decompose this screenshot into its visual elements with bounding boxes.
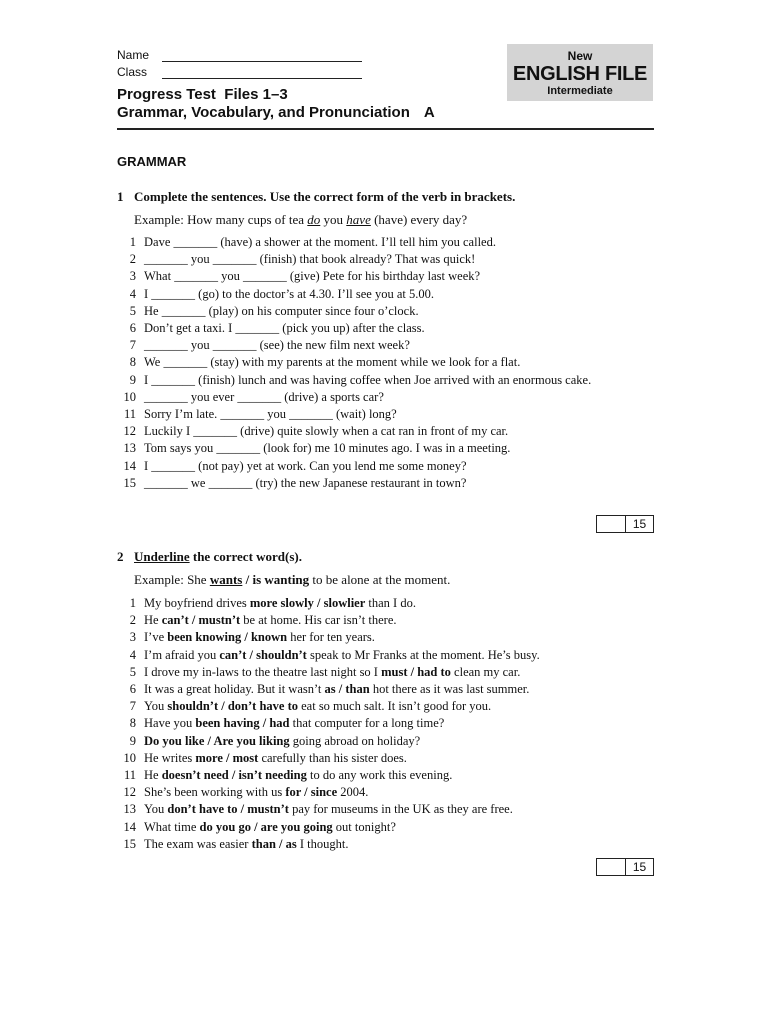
exercise-2-number: 2 <box>117 549 124 564</box>
item-sentence <box>144 819 637 836</box>
item-choice[interactable]: doesn’t need / isn’t needing <box>161 768 307 783</box>
item-sentence <box>144 681 637 698</box>
item-text-before: He <box>144 613 162 628</box>
item-sentence <box>144 698 637 715</box>
item-number: 14 <box>123 819 136 834</box>
item-number: 3 <box>129 630 136 645</box>
item-text-after: that computer for a long time? <box>289 716 445 731</box>
list-item <box>117 595 637 612</box>
item-text-after: carefully than his sister does. <box>258 750 407 765</box>
header-divider <box>117 128 654 130</box>
example-answer-1: do <box>307 212 321 227</box>
item-sentence[interactable]: I _______ (finish) lunch and was having coffee when Joe arrived with an enormous cake. <box>144 372 592 387</box>
item-sentence <box>144 801 637 818</box>
list-item <box>117 303 637 320</box>
title-test: Progress Test <box>117 86 216 103</box>
item-number: 12 <box>123 785 136 800</box>
item-text-before: He <box>144 768 162 783</box>
item-number: 14 <box>123 458 136 473</box>
exercise-1-number: 1 <box>117 189 124 204</box>
example-option: / is wanting <box>242 572 310 587</box>
item-number: 12 <box>123 424 136 439</box>
item-text-after: I thought. <box>296 836 349 851</box>
title-line-1 <box>117 86 435 104</box>
item-text-after: out tonight? <box>332 819 396 834</box>
exercise-2-score-box <box>596 858 654 876</box>
exercise-1-instruction-text: Complete the sentences. Use the correct form of the verb in brackets. <box>134 189 516 204</box>
example-text: you <box>320 212 347 227</box>
item-number: 5 <box>129 664 136 679</box>
item-text-after: than I do. <box>365 596 416 610</box>
class-field[interactable] <box>162 66 362 79</box>
item-choice[interactable]: more slowly / slowlier <box>249 596 366 610</box>
exercise-2-score-total: 15 <box>632 860 647 874</box>
item-choice[interactable]: more / most <box>195 750 259 765</box>
item-number: 13 <box>123 802 136 817</box>
example-text: (have) every day? <box>370 212 468 227</box>
item-choice[interactable]: can’t / shouldn’t <box>219 647 307 662</box>
exercise-2-instruction-underline: Underline <box>134 549 190 564</box>
list-item <box>117 475 637 492</box>
item-text-before: He writes <box>144 750 196 765</box>
class-field-row <box>117 62 362 79</box>
title-subject: Grammar, Vocabulary, and Pronunciation <box>117 104 410 121</box>
item-choice[interactable]: can’t / mustn’t <box>161 613 241 628</box>
item-text-before: You <box>144 802 168 817</box>
name-field-row <box>117 45 362 62</box>
list-item <box>117 715 637 732</box>
item-text-before: It was a great holiday. But it wasn’t <box>144 682 325 697</box>
list-item <box>117 629 637 646</box>
list-item <box>117 372 637 389</box>
name-field[interactable] <box>162 49 362 62</box>
item-text-after: pay for museums in the UK as they are free. <box>288 802 513 817</box>
list-item <box>117 440 637 457</box>
item-sentence[interactable]: What _______ you _______ (give) Pete for his birthday last week? <box>144 269 481 284</box>
exercise-2-instruction-text: the correct word(s). <box>189 549 303 564</box>
item-text-before: I’ve <box>144 630 168 645</box>
item-choice[interactable]: Do you like / Are you liking <box>144 733 290 748</box>
item-choice[interactable]: shouldn’t / don’t have to <box>167 699 298 714</box>
item-number: 3 <box>129 269 136 284</box>
item-number: 11 <box>123 407 136 422</box>
list-item <box>117 801 637 818</box>
list-item <box>117 458 637 475</box>
item-number: 10 <box>123 389 136 404</box>
item-sentence[interactable]: I _______ (not pay) yet at work. Can you lend me some money? <box>144 458 467 473</box>
item-number: 4 <box>129 647 136 662</box>
list-item <box>117 750 637 767</box>
list-item <box>117 836 637 853</box>
list-item <box>117 234 637 251</box>
item-choice[interactable]: than / as <box>251 836 297 851</box>
item-number: 2 <box>129 252 136 267</box>
exercise-1-instruction <box>117 189 515 205</box>
exercise-2-items <box>117 595 637 853</box>
item-text-before: I’m afraid you <box>144 647 220 662</box>
example-text: to be alone at the moment. <box>309 572 451 587</box>
item-number: 7 <box>129 699 136 714</box>
item-choice[interactable]: been having / had <box>195 716 290 731</box>
item-number: 9 <box>129 372 136 387</box>
item-text-after: going abroad on holiday? <box>289 733 421 748</box>
item-sentence <box>144 664 637 681</box>
item-number: 15 <box>123 836 136 851</box>
list-item <box>117 354 637 371</box>
item-text-after: to do any work this evening. <box>306 768 453 783</box>
item-text-before: Have you <box>144 716 196 731</box>
item-sentence[interactable]: Tom says you _______ (look for) me 10 minutes ago. I was in a meeting. <box>144 441 511 456</box>
logo-main: ENGLISH FILE <box>512 63 648 85</box>
item-number: 9 <box>129 733 136 748</box>
item-number: 1 <box>129 596 136 610</box>
item-number: 6 <box>129 321 136 336</box>
item-sentence[interactable]: We _______ (stay) with my parents at the moment while we look for a flat. <box>144 355 521 370</box>
item-number: 15 <box>123 475 136 490</box>
list-item <box>117 681 637 698</box>
item-number: 1 <box>129 235 136 249</box>
title-version: A <box>423 104 435 121</box>
page-title <box>117 86 435 122</box>
logo-new: New <box>567 49 593 63</box>
item-text-after: her for ten years. <box>287 630 375 645</box>
item-sentence <box>144 647 637 664</box>
exercise-1-example <box>134 212 467 228</box>
example-text: Example: How many cups of tea <box>134 212 308 227</box>
item-number: 8 <box>129 355 136 370</box>
item-sentence[interactable]: Dave _______ (have) a shower at the moment. I’ll tell him you called. <box>144 235 496 249</box>
item-choice[interactable]: don’t have to / mustn’t <box>167 802 289 817</box>
item-sentence[interactable]: _______ we _______ (try) the new Japanese restaurant in town? <box>144 475 467 490</box>
item-text-after: speak to Mr Franks at the moment. He’s busy. <box>306 647 540 662</box>
item-sentence[interactable]: _______ you _______ (see) the new film next week? <box>144 338 410 353</box>
item-text-after: clean my car. <box>450 664 521 679</box>
list-item <box>117 612 637 629</box>
list-item <box>117 784 637 801</box>
item-text-before: I drove my in-laws to the theatre last night so I <box>144 664 382 679</box>
list-item <box>117 406 637 423</box>
list-item <box>117 733 637 750</box>
item-sentence <box>144 715 637 732</box>
item-sentence <box>144 612 637 629</box>
exercise-1-score-box <box>596 515 654 533</box>
title-files: Files 1–3 <box>224 86 288 103</box>
item-number: 5 <box>129 303 136 318</box>
exercise-2-instruction <box>117 549 302 565</box>
item-text-after: hot there as it was last summer. <box>369 682 530 697</box>
item-sentence <box>144 784 637 801</box>
item-text-after: 2004. <box>337 785 369 800</box>
list-item <box>117 268 637 285</box>
section-heading: GRAMMAR <box>117 154 187 169</box>
exercise-1-score-total: 15 <box>632 517 647 531</box>
item-sentence <box>144 733 637 750</box>
item-sentence[interactable]: He _______ (play) on his computer since four o’clock. <box>144 303 419 318</box>
item-number: 2 <box>129 613 136 628</box>
student-info <box>117 45 362 79</box>
list-item <box>117 698 637 715</box>
item-number: 8 <box>129 716 136 731</box>
list-item <box>117 423 637 440</box>
exercise-1-items <box>117 234 637 492</box>
item-number: 6 <box>129 682 136 697</box>
item-choice[interactable]: must / had to <box>381 664 451 679</box>
list-item <box>117 647 637 664</box>
item-number: 13 <box>123 441 136 456</box>
logo-sub: Intermediate <box>547 85 613 97</box>
item-sentence <box>144 750 637 767</box>
list-item <box>117 337 637 354</box>
name-label: Name <box>117 48 150 62</box>
example-answer: wants <box>209 572 243 587</box>
item-text-after: eat so much salt. It isn’t good for you. <box>298 699 492 714</box>
item-text-after: be at home. His car isn’t there. <box>240 613 397 628</box>
item-choice[interactable]: for / since <box>285 785 338 800</box>
item-sentence <box>144 595 637 612</box>
list-item <box>117 320 637 337</box>
list-item <box>117 286 637 303</box>
item-choice[interactable]: as / than <box>324 682 370 697</box>
list-item <box>117 664 637 681</box>
example-answer-2: have <box>346 212 371 227</box>
item-text-before: She’s been working with us <box>144 785 286 800</box>
item-sentence[interactable]: _______ you _______ (finish) that book already? That was quick! <box>144 252 476 267</box>
exercise-2-score-input[interactable] <box>597 859 626 875</box>
item-sentence[interactable]: Sorry I’m late. _______ you _______ (wait) long? <box>144 407 397 422</box>
exercise-1-score-input[interactable] <box>597 516 626 532</box>
item-sentence[interactable]: _______ you ever _______ (drive) a sports car? <box>144 389 384 404</box>
item-sentence <box>144 767 637 784</box>
item-sentence[interactable]: Don’t get a taxi. I _______ (pick you up) after the class. <box>144 321 425 336</box>
english-file-logo <box>507 44 653 101</box>
list-item <box>117 767 637 784</box>
item-sentence <box>144 629 637 646</box>
exercise-2-example <box>134 572 450 588</box>
list-item <box>117 251 637 268</box>
title-line-2 <box>117 104 435 122</box>
item-text-before: You <box>144 699 168 714</box>
class-label: Class <box>117 65 148 79</box>
example-text: Example: She <box>134 572 210 587</box>
item-text-before: My boyfriend drives <box>144 596 250 610</box>
item-number: 7 <box>129 338 136 353</box>
item-number: 11 <box>123 768 136 783</box>
item-number: 4 <box>129 286 136 301</box>
item-sentence[interactable]: I _______ (go) to the doctor’s at 4.30. I’ll see you at 5.00. <box>144 286 434 301</box>
item-text-before: The exam was easier <box>144 836 252 851</box>
item-choice[interactable]: do you go / are you going <box>199 819 333 834</box>
list-item <box>117 389 637 406</box>
item-text-before: What time <box>144 819 200 834</box>
item-sentence <box>144 836 637 853</box>
item-choice[interactable]: been knowing / known <box>167 630 288 645</box>
list-item <box>117 819 637 836</box>
item-sentence[interactable]: Luckily I _______ (drive) quite slowly when a cat ran in front of my car. <box>144 424 509 439</box>
item-number: 10 <box>123 750 136 765</box>
